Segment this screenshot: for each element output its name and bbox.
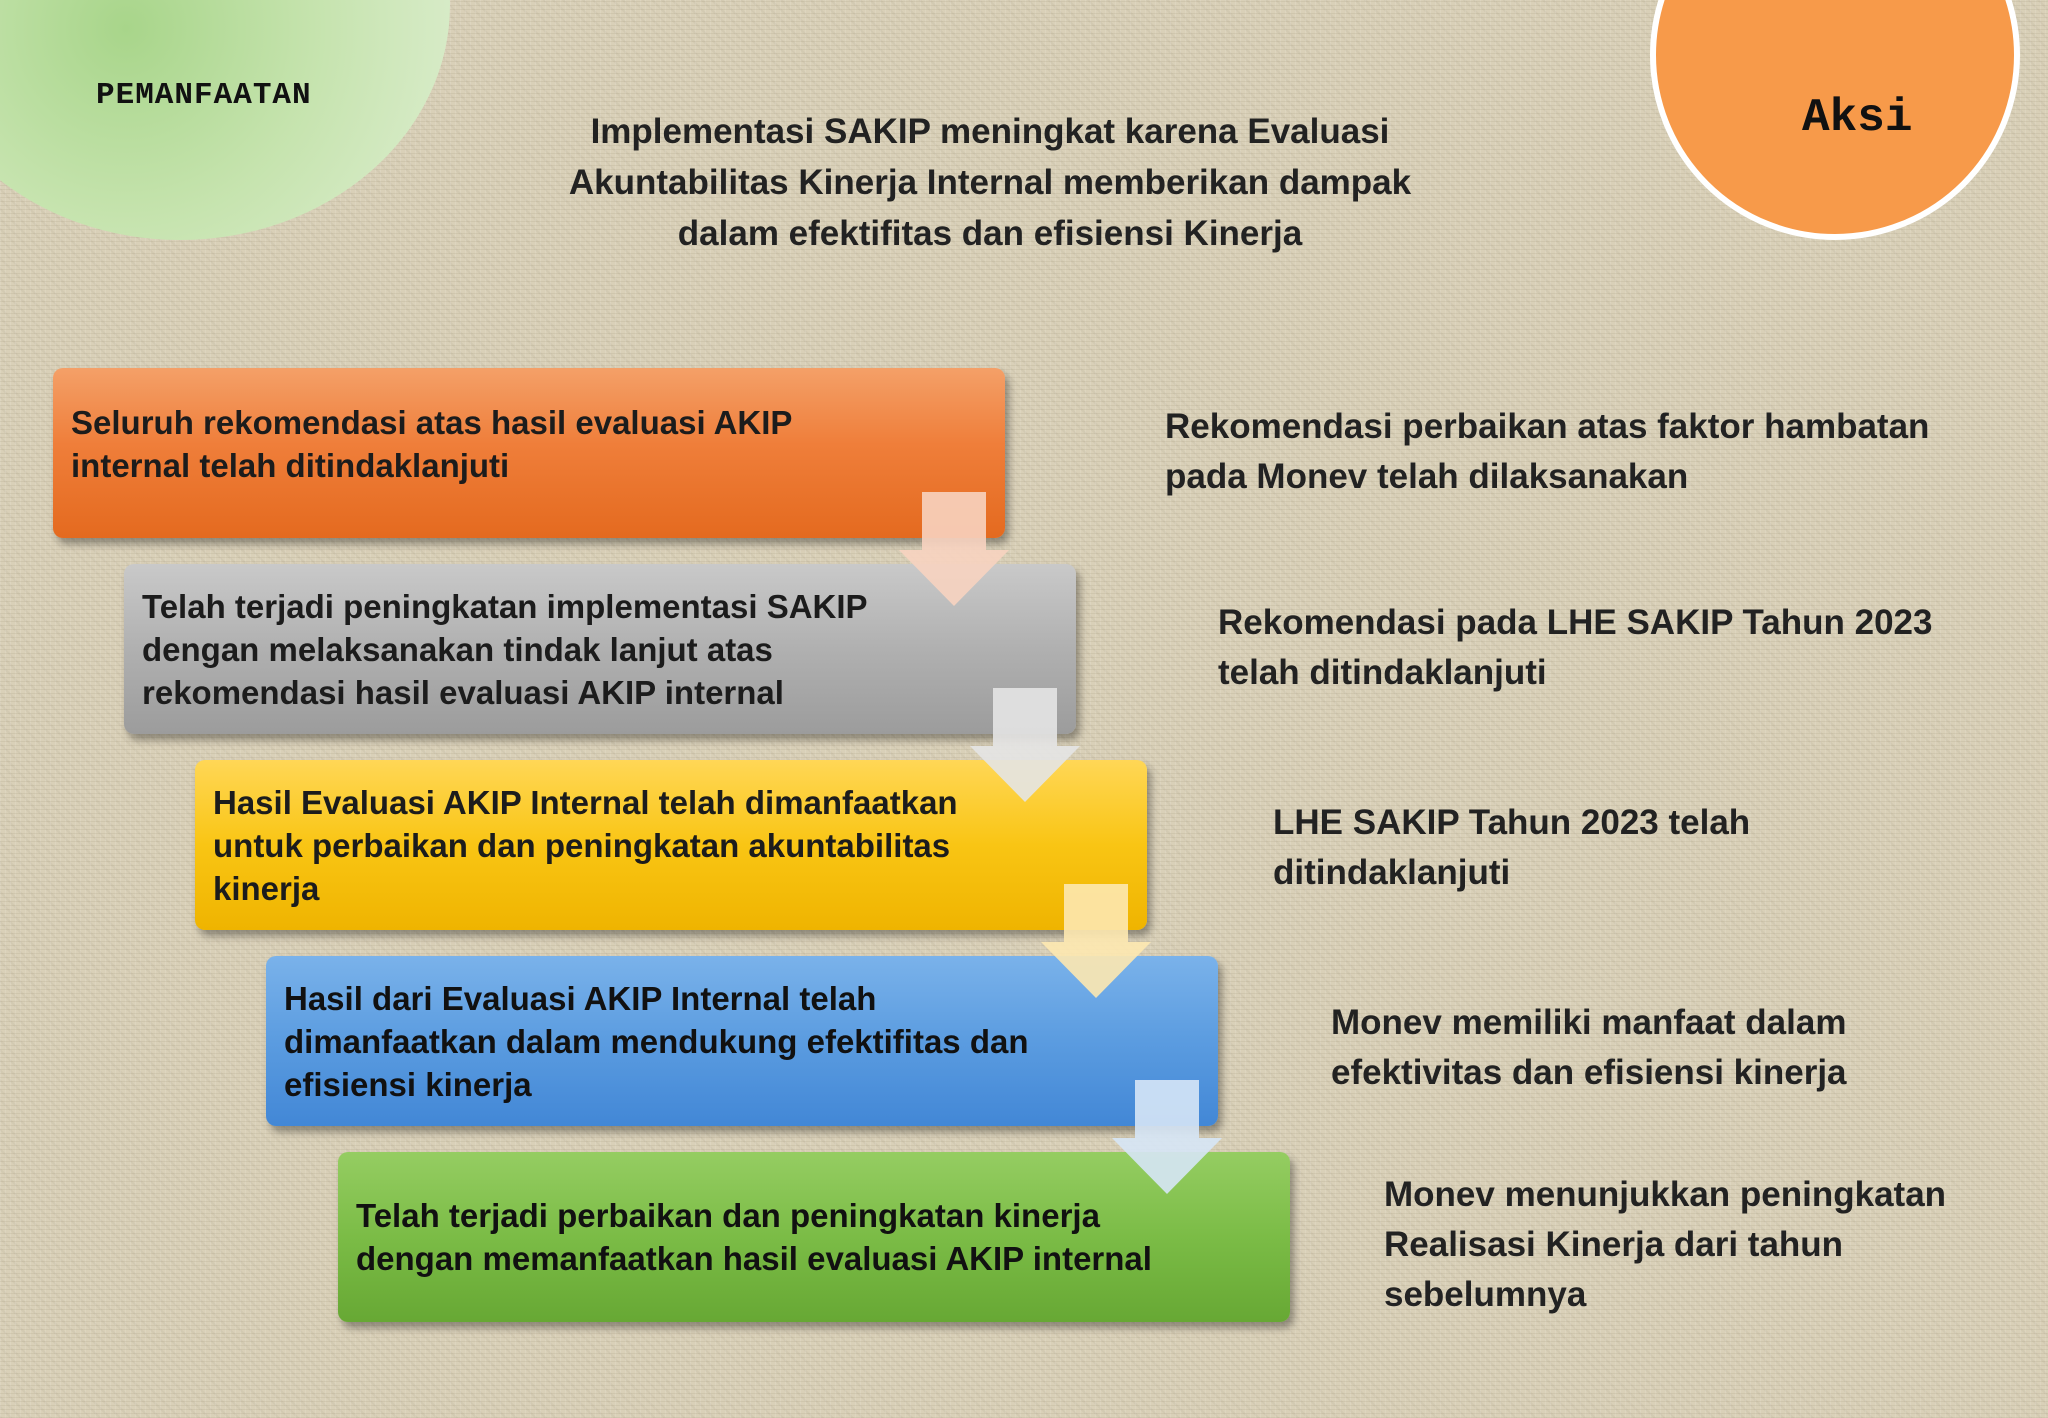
process-step-1 [53,368,1005,538]
process-step-5-text: Telah terjadi perbaikan dan peningkatan kinerja dengan memanfaatkan hasil evaluasi AKIP internal [356,1197,1152,1277]
down-arrow-icon [1041,884,1151,1002]
result-text-3: LHE SAKIP Tahun 2023 telah ditindaklanjuti [1273,803,1751,892]
result-text-2: Rekomendasi pada LHE SAKIP Tahun 2023 telah ditindaklanjuti [1218,603,1933,692]
down-arrow-icon [970,688,1080,806]
process-step-1-text: Seluruh rekomendasi atas hasil evaluasi AKIP internal telah ditindaklanjuti [71,404,792,484]
down-arrow-icon [1112,1080,1222,1198]
result-text-5: Monev menunjukkan peningkatan Realisasi Kinerja dari tahun sebelumnya [1384,1175,1947,1314]
result-text-1: Rekomendasi perbaikan atas faktor hambatan pada Monev telah dilaksanakan [1165,407,1930,496]
process-step-4-text: Hasil dari Evaluasi AKIP Internal telah dimanfaatkan dalam mendukung efektifitas dan efisiensi kinerja [284,979,1029,1103]
section-label-pemanfaatan: PEMANFAATAN [96,78,312,113]
decorative-circle-green [0,0,450,240]
result-text-4: Monev memiliki manfaat dalam efektivitas dan efisiensi kinerja [1331,1003,1847,1092]
headline: Implementasi SAKIP meningkat karena Evaluasi Akuntabilitas Kinerja Internal memberikan dampak dalam efektifitas dan efisiensi Kinerja [568,112,1412,253]
process-step-2-text: Telah terjadi peningkatan implementasi SAKIP dengan melaksanakan tindak lanjut atas rekomendasi hasil evaluasi AKIP internal [142,587,867,711]
section-label-aksi: Aksi [1802,92,1913,144]
down-arrow-icon [899,492,1009,610]
process-step-3-text: Hasil Evaluasi AKIP Internal telah dimanfaatkan untuk perbaikan dan peningkatan akuntabilitas kinerja [213,783,958,907]
